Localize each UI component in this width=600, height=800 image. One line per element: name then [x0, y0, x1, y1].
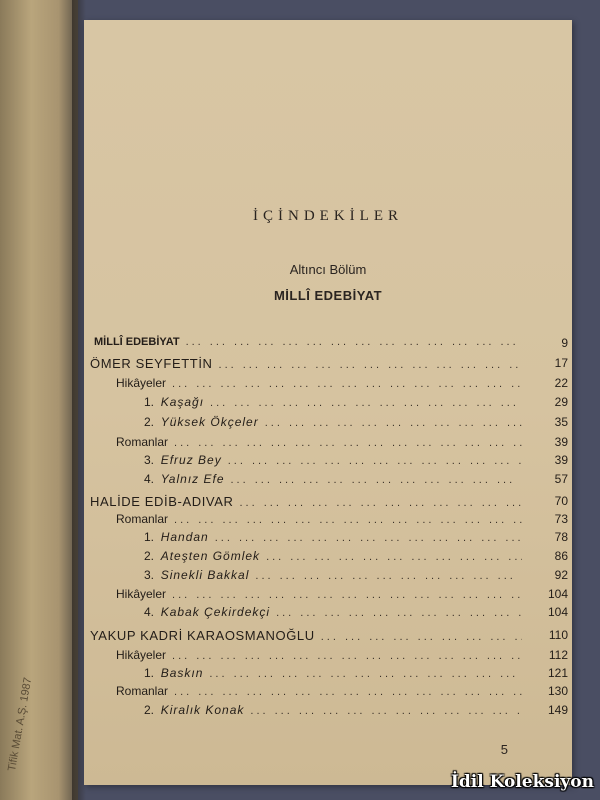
toc-page-number: 22 [554, 376, 568, 390]
dot-leader [321, 631, 522, 643]
work-title: Kaşağı [160, 395, 205, 409]
toc-entry [84, 472, 572, 490]
work-title: Efruz Bey [160, 453, 222, 467]
dot-leader [276, 607, 522, 619]
toc-page-number: 104 [547, 587, 568, 601]
work-number: 1. [144, 530, 158, 544]
toc-entry [84, 512, 572, 530]
work-number: 2. [144, 703, 158, 717]
dot-leader [174, 514, 522, 526]
dot-leader [265, 417, 522, 429]
work-title: Baskın [160, 666, 204, 680]
toc-entry-group: Romanlar [116, 435, 169, 449]
toc-entry [84, 628, 572, 646]
toc-page-number: 35 [554, 415, 568, 429]
toc-entry [84, 549, 572, 567]
dot-leader [219, 359, 522, 371]
toc-entry-work [144, 395, 204, 409]
toc-page-number: 112 [548, 648, 568, 662]
toc-entry-group: Hikâyeler [116, 587, 167, 601]
dot-leader [228, 455, 522, 467]
toc-page-number: 86 [554, 549, 568, 563]
toc-entry-work [144, 415, 259, 429]
work-number: 2. [144, 549, 158, 563]
toc-entry [84, 376, 572, 394]
toc-page-number: 104 [547, 605, 568, 619]
toc-entry-work [144, 530, 209, 544]
toc-entry-major: MİLLÎ EDEBİYAT [94, 336, 180, 348]
toc-entry [84, 395, 572, 413]
dot-leader [174, 686, 522, 698]
section-label: Altıncı Bölüm [289, 262, 367, 277]
dot-leader [174, 437, 522, 449]
work-title: Ateşten Gömlek [160, 549, 261, 563]
work-title: Kabak Çekirdekçi [160, 605, 271, 619]
section-title: MİLLÎ EDEBİYAT [273, 288, 383, 303]
toc-entry [84, 568, 572, 586]
work-number: 3. [144, 568, 158, 582]
toc-entry-author: HALİDE EDİB-ADIVAR [90, 494, 234, 509]
toc-page-number: 39 [554, 435, 568, 449]
toc-entry [84, 703, 572, 721]
toc-entry-work [144, 472, 225, 486]
toc-entry [84, 453, 572, 471]
toc-entry [84, 684, 572, 702]
printer-imprint: Tifik Mat. A.Ş. 1987 [6, 676, 35, 773]
work-number: 4. [144, 472, 158, 486]
toc-page-number: 110 [548, 628, 568, 642]
watermark: İdil Koleksiyon [450, 772, 594, 792]
toc-entry-group: Hikâyeler [116, 648, 167, 662]
dot-leader [239, 497, 522, 509]
page-number: 5 [500, 742, 508, 757]
toc-page-number: 70 [554, 494, 568, 508]
toc-entry [84, 435, 572, 453]
work-title: Handan [160, 530, 209, 544]
toc-page-number: 17 [554, 356, 568, 370]
toc-page-number: 78 [554, 530, 568, 544]
dot-leader [186, 336, 522, 348]
work-title: Kiralık Konak [160, 703, 245, 717]
toc-page-number: 121 [547, 666, 568, 680]
work-title: Yüksek Ökçeler [160, 415, 259, 429]
toc-entry [84, 415, 572, 433]
toc-entry-work [144, 703, 244, 717]
work-title: Yalnız Efe [160, 472, 225, 486]
toc-title: İÇİNDEKİLER [253, 208, 403, 224]
left-page-edge [0, 0, 78, 800]
work-title: Sinekli Bakkal [160, 568, 250, 582]
toc-entries [84, 20, 572, 785]
toc-entry-work [144, 453, 222, 467]
toc-entry-work [144, 568, 249, 582]
book-page [84, 20, 572, 785]
dot-leader [210, 397, 522, 409]
toc-entry-work [144, 549, 260, 563]
toc-entry [84, 494, 572, 512]
toc-page-number: 149 [547, 703, 568, 717]
toc-entry-author: YAKUP KADRİ KARAOSMANOĞLU [90, 628, 315, 643]
dot-leader [266, 551, 522, 563]
toc-page-number: 92 [554, 568, 568, 582]
toc-entry [84, 336, 572, 354]
toc-entry [84, 530, 572, 548]
toc-page-number: 29 [554, 395, 568, 409]
toc-page-number: 57 [554, 472, 568, 486]
toc-entry [84, 356, 572, 374]
work-number: 4. [144, 605, 158, 619]
dot-leader [209, 668, 522, 680]
toc-entry-work [144, 605, 270, 619]
dot-leader [172, 378, 522, 390]
dot-leader [215, 532, 522, 544]
work-number: 3. [144, 453, 158, 467]
dot-leader [172, 650, 522, 662]
toc-entry [84, 648, 572, 666]
toc-page-number: 73 [554, 512, 568, 526]
dot-leader [255, 570, 522, 582]
work-number: 1. [144, 395, 158, 409]
toc-entry [84, 605, 572, 623]
toc-page-number: 39 [554, 453, 568, 467]
toc-entry-group: Romanlar [116, 684, 169, 698]
dot-leader [231, 474, 523, 486]
toc-page-number: 9 [561, 336, 568, 350]
work-number: 2. [144, 415, 158, 429]
work-number: 1. [144, 666, 158, 680]
toc-entry [84, 587, 572, 605]
toc-entry-group: Hikâyeler [116, 376, 167, 390]
toc-entry [84, 666, 572, 684]
dot-leader [250, 705, 522, 717]
toc-entry-group: Romanlar [116, 512, 169, 526]
dot-leader [172, 589, 522, 601]
toc-entry-work [144, 666, 203, 680]
toc-page-number: 130 [547, 684, 568, 698]
toc-entry-author: ÖMER SEYFETTİN [90, 356, 213, 371]
